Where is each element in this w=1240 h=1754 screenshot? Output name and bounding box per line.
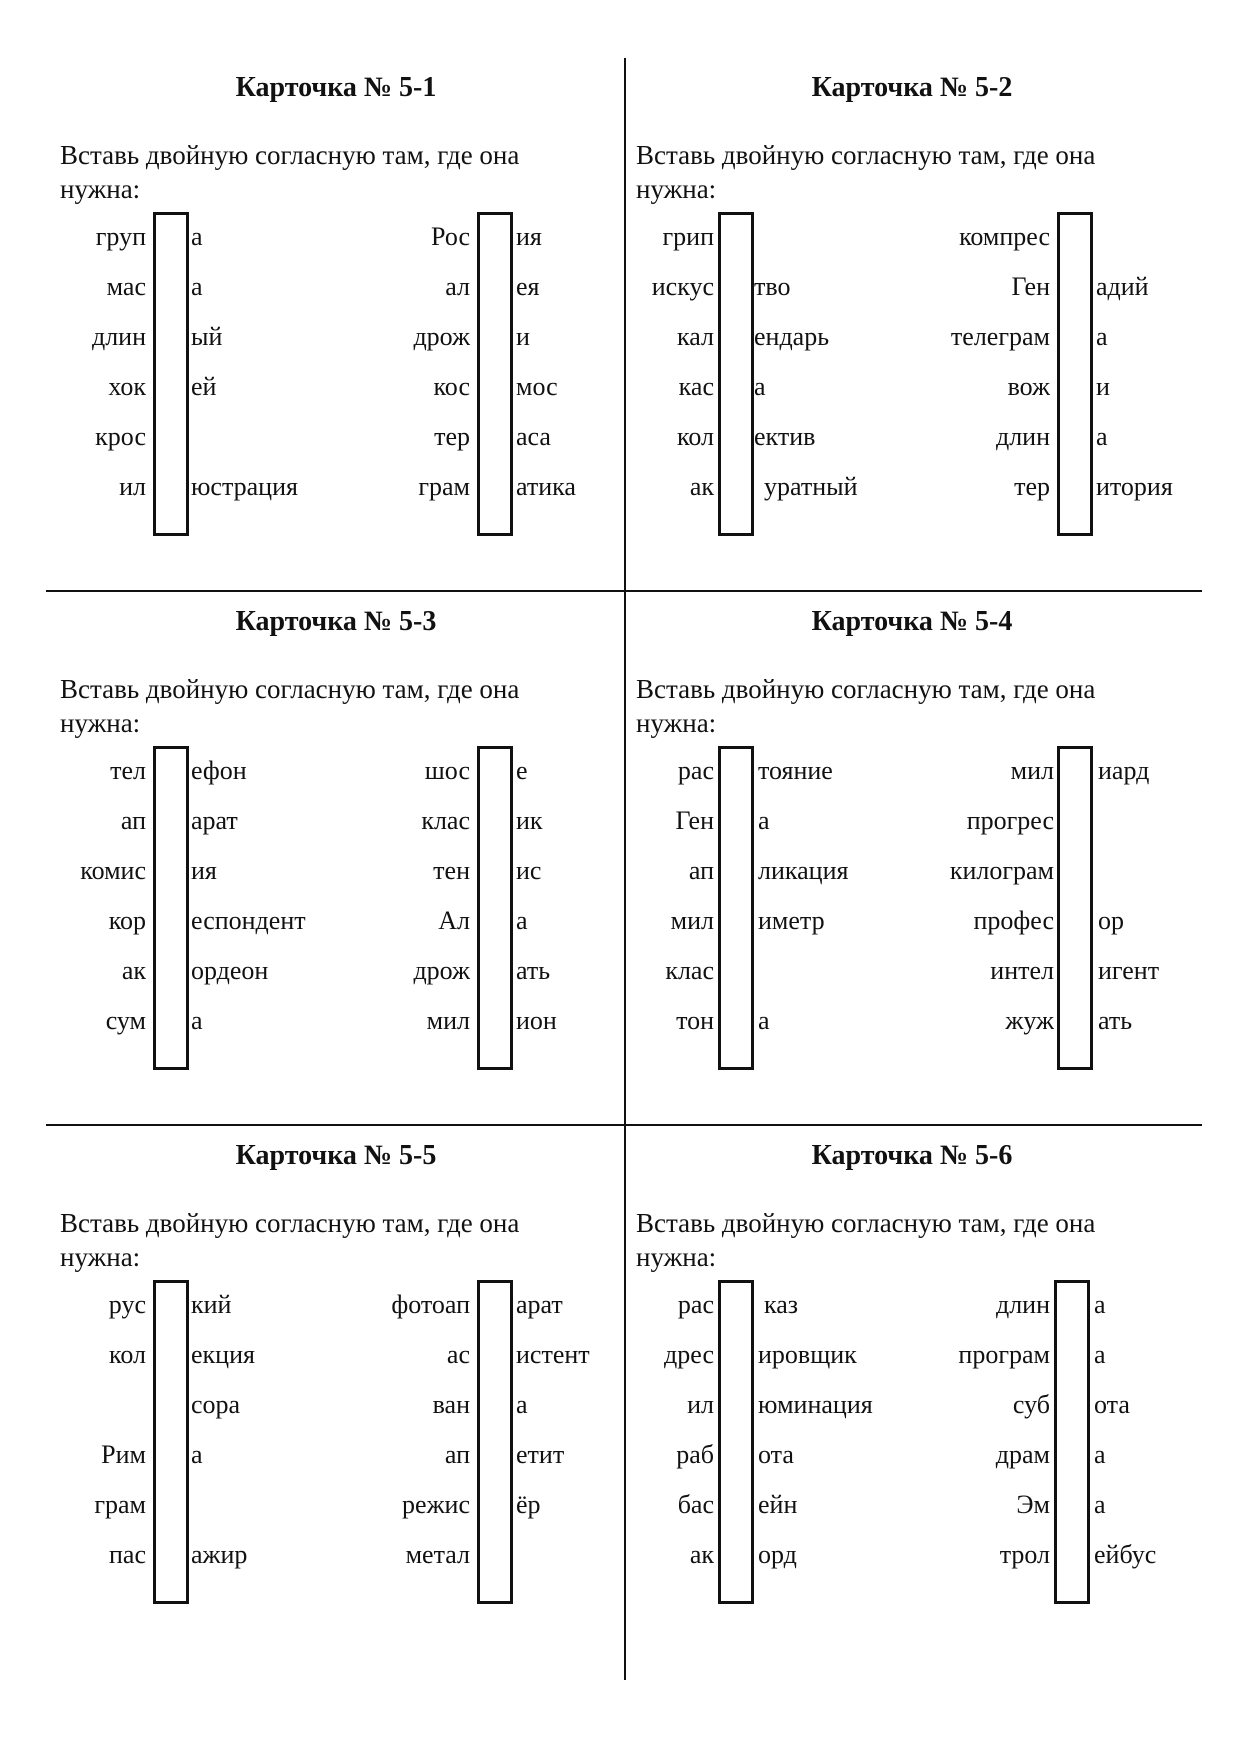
word-ending: ей bbox=[191, 372, 217, 401]
word-row bbox=[844, 1480, 1240, 1530]
word-stem: кол bbox=[677, 422, 714, 451]
word-stem: суб bbox=[1012, 1390, 1050, 1419]
word-stem: телеграм bbox=[950, 322, 1050, 351]
word-ending: итория bbox=[1096, 472, 1173, 501]
card-5-4 bbox=[624, 592, 1200, 1127]
word-ending: ис bbox=[516, 856, 542, 885]
word-ending: и bbox=[516, 322, 530, 351]
word-stem: тон bbox=[676, 1006, 714, 1035]
word-stem: тен bbox=[433, 856, 470, 885]
word-stem: Ген bbox=[1011, 272, 1050, 301]
word-stem: кал bbox=[677, 322, 714, 351]
word-stem: грип bbox=[662, 222, 714, 251]
word-ending: каз bbox=[764, 1290, 799, 1319]
word-ending: а bbox=[754, 372, 766, 401]
word-stem: ван bbox=[432, 1390, 470, 1419]
word-stem: раб bbox=[676, 1440, 714, 1469]
word-ending: уратный bbox=[764, 472, 858, 501]
word-stem: мил bbox=[1010, 756, 1054, 785]
word-row bbox=[844, 896, 1240, 946]
word-row bbox=[844, 1330, 1240, 1380]
word-ending: а bbox=[516, 1390, 528, 1419]
card-title: Карточка № 5-3 bbox=[235, 606, 437, 637]
word-ending: ота bbox=[1094, 1390, 1130, 1419]
word-ending: а bbox=[1096, 422, 1108, 451]
word-ending: ейн bbox=[758, 1490, 798, 1519]
word-stem: драм bbox=[995, 1440, 1050, 1469]
word-stem: дрож bbox=[413, 956, 470, 985]
word-stem: ап bbox=[688, 856, 714, 885]
word-stem: хок bbox=[108, 372, 146, 401]
word-ending: а bbox=[191, 1006, 203, 1035]
word-stem: рас bbox=[677, 1290, 714, 1319]
card-instruction: Вставь двойную согласную там, где она нужна: bbox=[636, 674, 1096, 738]
word-stem: длин bbox=[91, 322, 146, 351]
word-stem: тел bbox=[110, 756, 146, 785]
word-ending: ать bbox=[1098, 1006, 1133, 1035]
word-ending: ик bbox=[516, 806, 543, 835]
word-ending: ектив bbox=[754, 422, 816, 451]
word-row bbox=[844, 212, 1240, 262]
word-stem: жуж bbox=[1005, 1006, 1054, 1035]
word-row bbox=[844, 1280, 1240, 1330]
word-ending: сора bbox=[191, 1390, 241, 1419]
word-ending: ый bbox=[191, 322, 223, 351]
card-5-1 bbox=[48, 58, 624, 593]
card-instruction: Вставь двойную согласную там, где она нужна: bbox=[60, 674, 520, 738]
word-stem: сум bbox=[105, 1006, 146, 1035]
word-stem: бас bbox=[677, 1490, 714, 1519]
card-title: Карточка № 5-1 bbox=[235, 72, 437, 103]
word-stem: кор bbox=[108, 906, 146, 935]
word-stem: Ал bbox=[438, 906, 470, 935]
word-ending: ор bbox=[1098, 906, 1124, 935]
word-ending: а bbox=[191, 1440, 203, 1469]
card-instruction: Вставь двойную согласную там, где она нужна: bbox=[636, 1208, 1096, 1272]
word-stem: клас bbox=[665, 956, 714, 985]
word-ending: истент bbox=[516, 1340, 590, 1369]
word-ending: а bbox=[1094, 1440, 1106, 1469]
word-stem: ил bbox=[687, 1390, 714, 1419]
word-stem: дрож bbox=[413, 322, 470, 351]
card-instruction: Вставь двойную согласную там, где она нужна: bbox=[60, 140, 520, 204]
word-stem: кос bbox=[433, 372, 470, 401]
word-stem: искус bbox=[651, 272, 714, 301]
word-stem: трол bbox=[999, 1540, 1050, 1569]
word-stem: комис bbox=[80, 856, 146, 885]
word-stem: ак bbox=[689, 1540, 714, 1569]
word-stem: длин bbox=[995, 1290, 1050, 1319]
word-stem: Рим bbox=[101, 1440, 146, 1469]
word-row bbox=[844, 412, 1240, 462]
word-row bbox=[844, 1430, 1240, 1480]
word-ending: ейбус bbox=[1094, 1540, 1157, 1569]
word-stem: интел bbox=[990, 956, 1054, 985]
word-ending: иметр bbox=[758, 906, 825, 935]
word-stem: Рос bbox=[431, 222, 470, 251]
word-ending: иард bbox=[1098, 756, 1150, 785]
card-5-2 bbox=[624, 58, 1200, 593]
word-ending: юминация bbox=[758, 1390, 873, 1419]
word-stem: ас bbox=[446, 1340, 470, 1369]
word-stem: Ген bbox=[675, 806, 714, 835]
word-ending: тояние bbox=[758, 756, 833, 785]
word-ending: ёр bbox=[516, 1490, 541, 1519]
word-ending: ликация bbox=[758, 856, 849, 885]
word-stem: ап bbox=[444, 1440, 470, 1469]
card-instruction: Вставь двойную согласную там, где она нужна: bbox=[636, 140, 1096, 204]
word-stem: прогрес bbox=[966, 806, 1054, 835]
word-ending: а bbox=[191, 272, 203, 301]
word-row bbox=[844, 996, 1240, 1046]
word-ending: ота bbox=[758, 1440, 794, 1469]
word-ending: мос bbox=[516, 372, 558, 401]
word-ending: адий bbox=[1096, 272, 1149, 301]
word-stem: ап bbox=[120, 806, 146, 835]
word-ending: ия bbox=[516, 222, 542, 251]
word-ending: и bbox=[1096, 372, 1110, 401]
word-ending: еспондент bbox=[191, 906, 306, 935]
word-stem: вож bbox=[1007, 372, 1050, 401]
word-stem: компрес bbox=[959, 222, 1050, 251]
word-row bbox=[844, 846, 1240, 896]
word-stem: фотоап bbox=[391, 1290, 470, 1319]
word-row bbox=[844, 946, 1240, 996]
word-stem: дрес bbox=[664, 1340, 714, 1369]
word-ending: игент bbox=[1098, 956, 1160, 985]
word-ending: аса bbox=[516, 422, 551, 451]
word-stem: кас bbox=[678, 372, 714, 401]
word-row bbox=[844, 1380, 1240, 1430]
word-stem: мил bbox=[670, 906, 714, 935]
word-row bbox=[844, 462, 1240, 512]
word-ending: а bbox=[191, 222, 203, 251]
word-ending: а bbox=[516, 906, 528, 935]
word-row bbox=[844, 362, 1240, 412]
word-ending: етит bbox=[516, 1440, 565, 1469]
word-ending: ировщик bbox=[758, 1340, 857, 1369]
word-row bbox=[844, 746, 1240, 796]
word-stem: ак bbox=[121, 956, 146, 985]
word-row bbox=[844, 312, 1240, 362]
word-ending: а bbox=[1096, 322, 1108, 351]
word-stem: пас bbox=[109, 1540, 146, 1569]
word-ending: ать bbox=[516, 956, 551, 985]
card-5-5 bbox=[48, 1126, 624, 1661]
word-ending: тво bbox=[754, 272, 791, 301]
word-ending: юстрация bbox=[191, 472, 298, 501]
word-ending: а bbox=[1094, 1340, 1106, 1369]
word-stem: грам bbox=[418, 472, 470, 501]
word-ending: арат bbox=[516, 1290, 563, 1319]
card-5-3 bbox=[48, 592, 624, 1127]
word-stem: метал bbox=[405, 1540, 470, 1569]
card-title: Карточка № 5-6 bbox=[811, 1140, 1013, 1171]
word-column-right bbox=[844, 746, 1240, 1076]
word-ending: ея bbox=[516, 272, 540, 301]
word-stem: рас bbox=[677, 756, 714, 785]
word-column-right bbox=[844, 212, 1240, 542]
word-row bbox=[844, 796, 1240, 846]
word-stem: тер bbox=[434, 422, 470, 451]
word-column-right bbox=[844, 1280, 1240, 1610]
word-ending: атика bbox=[516, 472, 576, 501]
word-ending: ажир bbox=[191, 1540, 248, 1569]
word-ending: а bbox=[758, 806, 770, 835]
word-stem: длин bbox=[995, 422, 1050, 451]
word-stem: мас bbox=[106, 272, 146, 301]
word-stem: програм bbox=[958, 1340, 1050, 1369]
word-ending: а bbox=[758, 1006, 770, 1035]
word-stem: режис bbox=[402, 1490, 470, 1519]
word-stem: тер bbox=[1014, 472, 1050, 501]
word-ending: кий bbox=[191, 1290, 232, 1319]
word-ending: ордеон bbox=[191, 956, 269, 985]
word-ending: а bbox=[1094, 1490, 1106, 1519]
word-stem: килограм bbox=[949, 856, 1054, 885]
word-ending: ион bbox=[516, 1006, 557, 1035]
word-ending: а bbox=[1094, 1290, 1106, 1319]
word-stem: Эм bbox=[1016, 1490, 1050, 1519]
card-title: Карточка № 5-4 bbox=[811, 606, 1013, 637]
word-ending: ефон bbox=[191, 756, 247, 785]
word-ending: орд bbox=[758, 1540, 797, 1569]
card-5-6 bbox=[624, 1126, 1200, 1661]
word-stem: шос bbox=[424, 756, 470, 785]
word-stem: профес bbox=[973, 906, 1054, 935]
word-stem: крос bbox=[95, 422, 146, 451]
word-stem: рус bbox=[108, 1290, 146, 1319]
word-stem: мил bbox=[426, 1006, 470, 1035]
word-stem: кол bbox=[109, 1340, 146, 1369]
word-ending: ия bbox=[191, 856, 217, 885]
word-ending: е bbox=[516, 756, 528, 785]
word-ending: екция bbox=[191, 1340, 255, 1369]
word-stem: грам bbox=[94, 1490, 146, 1519]
word-stem: ал bbox=[445, 272, 470, 301]
word-row bbox=[844, 1530, 1240, 1580]
card-title: Карточка № 5-2 bbox=[811, 72, 1013, 103]
card-instruction: Вставь двойную согласную там, где она нужна: bbox=[60, 1208, 520, 1272]
word-stem: ак bbox=[689, 472, 714, 501]
word-ending: арат bbox=[191, 806, 238, 835]
word-stem: клас bbox=[421, 806, 470, 835]
word-stem: груп bbox=[95, 222, 146, 251]
word-ending: ендарь bbox=[754, 322, 830, 351]
card-title: Карточка № 5-5 bbox=[235, 1140, 437, 1171]
word-stem: ил bbox=[119, 472, 146, 501]
word-row bbox=[844, 262, 1240, 312]
